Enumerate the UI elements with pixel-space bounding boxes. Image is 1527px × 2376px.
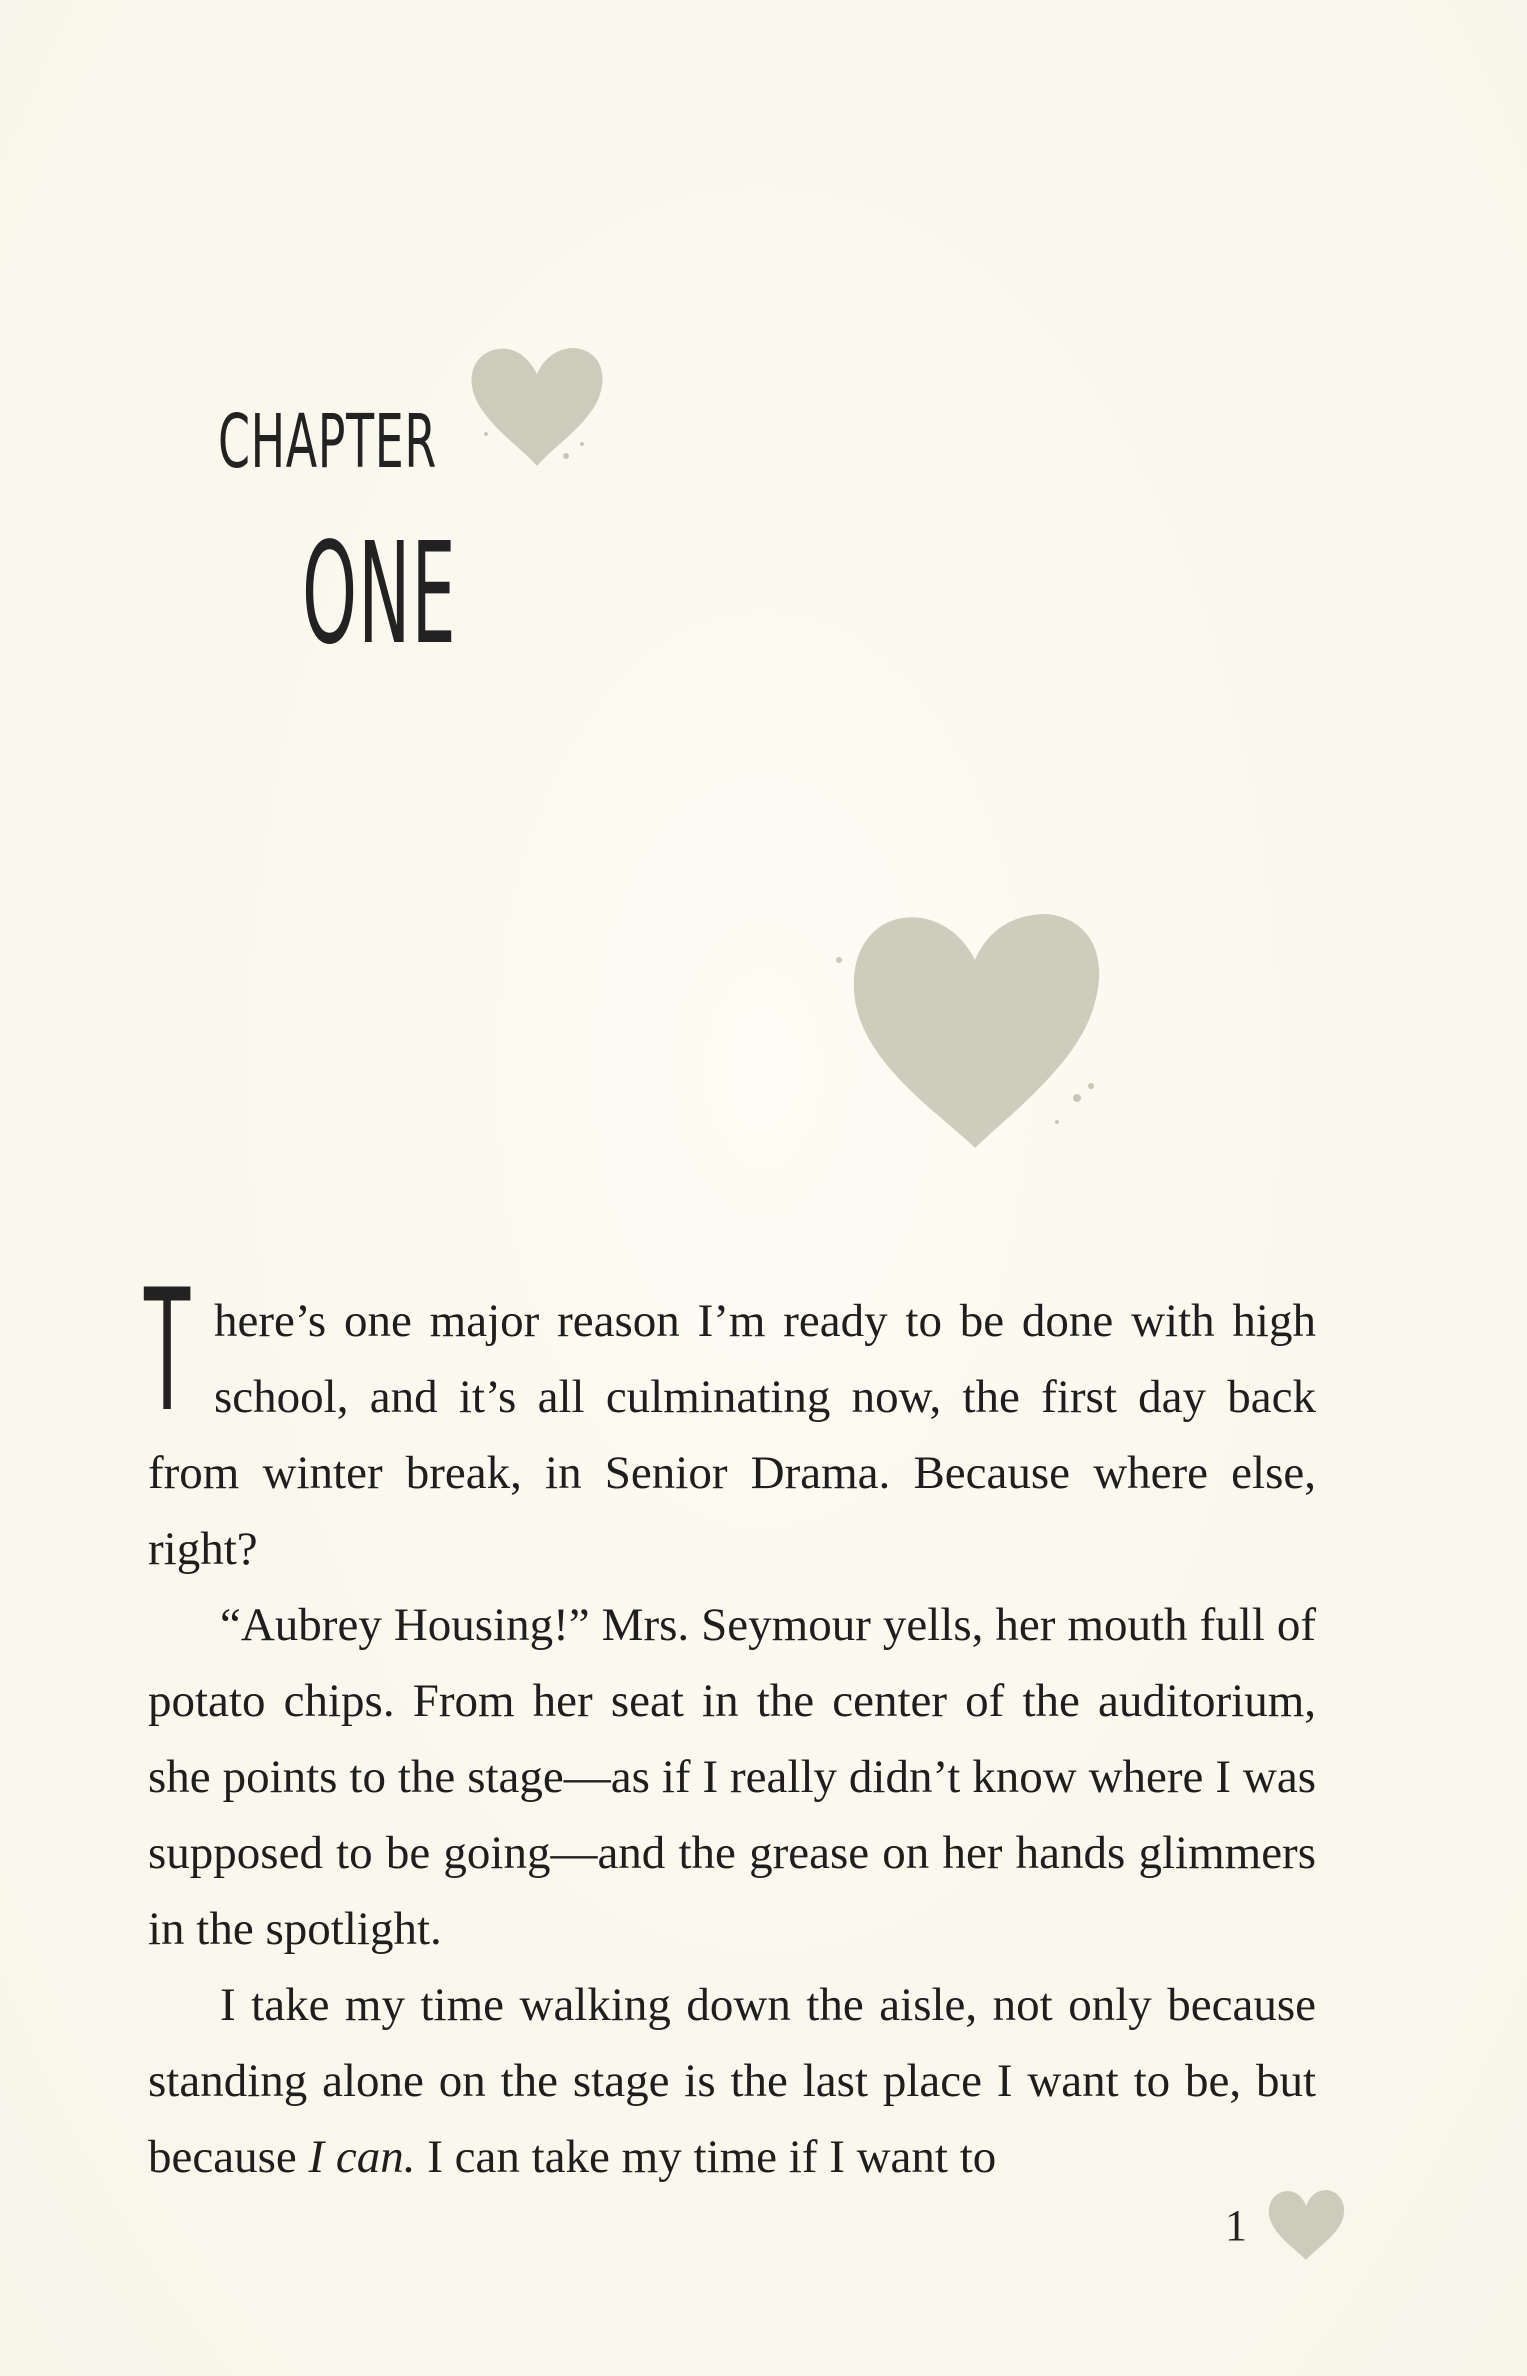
- emphasis-text: I can.: [308, 2131, 416, 2183]
- page-number: 1: [1225, 2201, 1247, 2250]
- heart-icon: [1263, 2184, 1349, 2266]
- paragraph-text: I can take my time if I want to: [415, 2131, 997, 2183]
- paragraph-text: I take my time walking down the aisle, not only because standing alone on the stage is the last place I want to be, but because: [148, 1979, 1316, 2183]
- heart-icon: [825, 890, 1115, 1160]
- paragraph: “Aubrey Housing!” Mrs. Seymour yells, her mouth full of potato chips. From her seat in the center of the auditorium, she points to the stage—as if I really didn’t know where I was supposed to be going—and the grease on her hands glimmers in the spotlight.: [148, 1599, 1316, 1955]
- chapter-number: ONE: [302, 513, 457, 676]
- paragraph: [148, 1967, 1316, 2195]
- paragraph: [144, 1253, 1316, 1587]
- paragraph-text: here’s one major reason I’m ready to be done with high school, and it’s all culminating now, the first day back from winter break, in Senior Drama. Because where else, right?: [148, 1295, 1316, 1575]
- heart-icon: [462, 338, 612, 478]
- chapter-body-text: [144, 1253, 1316, 2195]
- drop-cap: T: [144, 1253, 191, 1449]
- chapter-label: CHAPTER: [218, 399, 437, 485]
